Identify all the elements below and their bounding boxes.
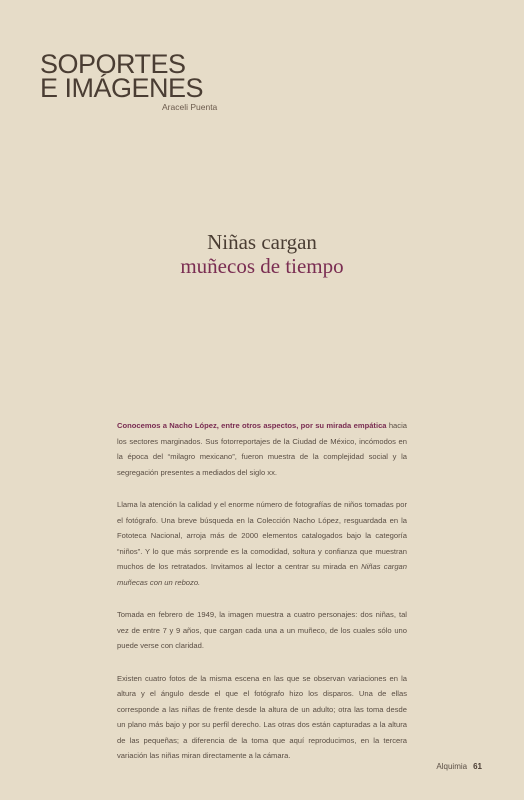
paragraph-3: Tomada en febrero de 1949, la imagen muestra a cuatro personajes: dos niñas, tal vez de entre 7 y 9 años, que cargan cada una a un muñeco, de los cuales sólo uno puede verse con claridad. — [117, 610, 407, 650]
author-name: Araceli Puenta — [162, 102, 218, 112]
section-title-line1: SOPORTES — [40, 49, 186, 79]
paragraph-2 — [117, 497, 407, 590]
article-title — [0, 230, 524, 278]
section-title — [40, 49, 204, 103]
article-title-line2: muñecos de tiempo — [180, 254, 344, 278]
article-title-line1: Niñas cargan — [207, 230, 317, 254]
article-body — [117, 418, 407, 781]
page-number: 61 — [473, 762, 482, 771]
paragraph-1-text: hacia los sectores marginados. Sus fotorreportajes de la Ciudad de México, incómodos en la época del “milagro mexicano”, fueron muestra de la complejidad social y la segregación presentes a mediados del siglo xx. — [117, 421, 407, 477]
paragraph-4: Existen cuatro fotos de la misma escena en las que se observan variaciones en la altura y el ángulo desde el que el fotógrafo hizo los disparos. Una de ellas corresponde a las niñas de frente desde la altura de un adulto; otra las toma desde un plano más bajo y por su perfil derecho. Las otras dos están capturadas a la altura de las pequeñas; a diferencia de la toma que aquí reproducimos, en la tercera variación las niñas miran directamente a la cámara. — [117, 673, 407, 760]
lead-sentence: Conocemos a Nacho López, entre otros aspectos, por su mirada empática — [117, 421, 387, 430]
journal-name: Alquimia — [436, 762, 468, 771]
paragraph-2-text: Llama la atención la calidad y el enorme número de fotografías de niños tomadas por el fotógrafo. Una breve búsqueda en la Colección Nacho López, resguardada en la Fototeca Nacional, arroja más de 2000 elementos catalogados bajo la categoría “niños”. Y lo que más sorprende es la comodidad, soltura y confianza que muestran muchos de los retratados. Invitamos al lector a centrar su mirada en — [117, 500, 407, 571]
section-title-line2: E IMÁGENES — [40, 73, 204, 103]
paragraph-1 — [117, 418, 407, 480]
photo-title: Niñas cargan muñecas con un rebozo. — [117, 562, 407, 587]
page-footer — [436, 762, 482, 771]
